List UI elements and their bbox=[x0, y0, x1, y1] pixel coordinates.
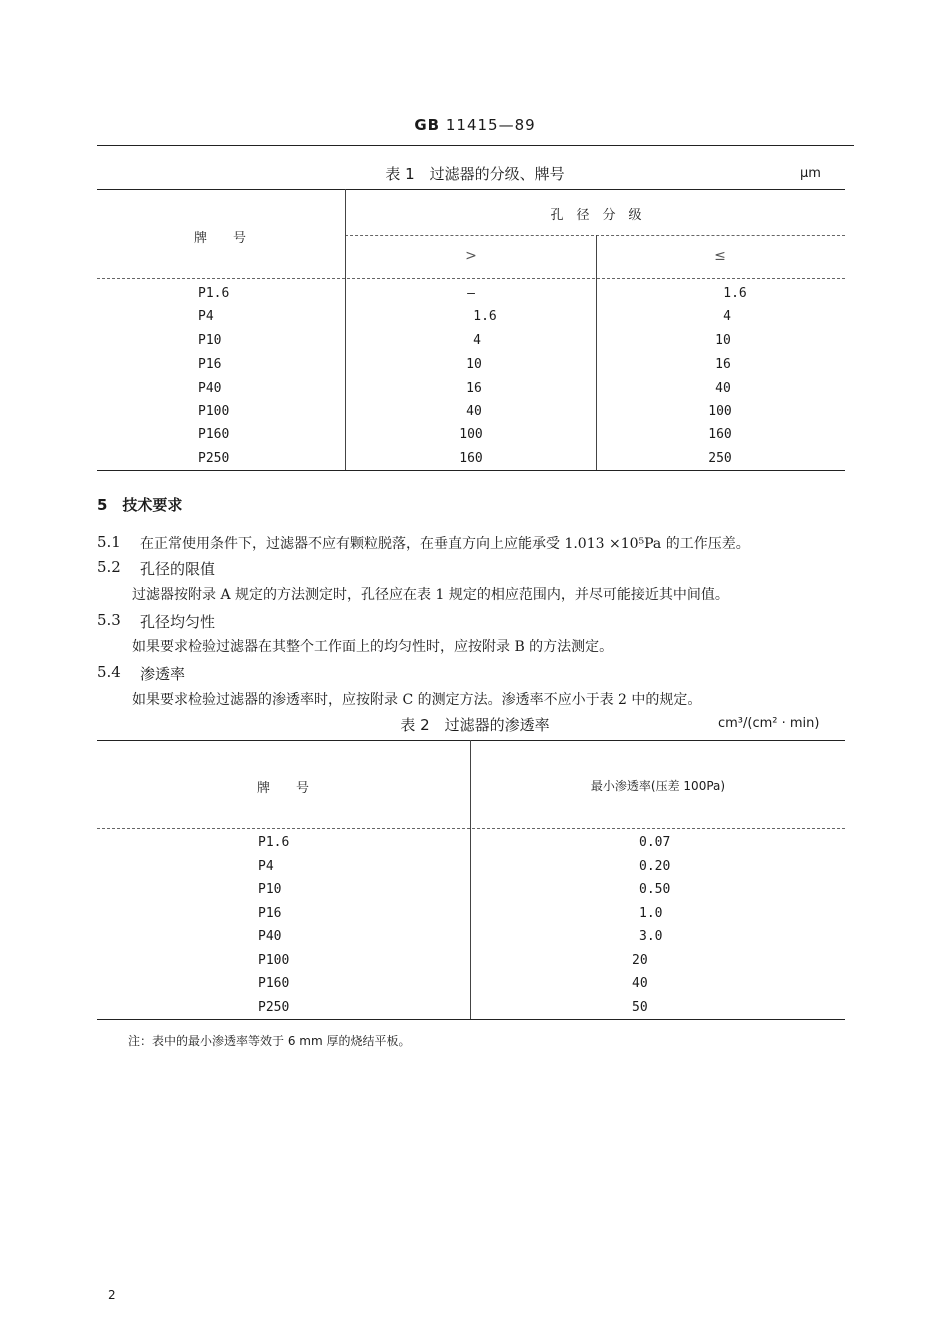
clause-5-2-title: 孔径的限值 bbox=[140, 560, 216, 578]
table2-caption: 表 2 过滤器的渗透率 bbox=[400, 716, 550, 734]
table1-cell-brand: P4 bbox=[198, 309, 214, 324]
table1-cell-gt: 40 bbox=[466, 404, 482, 419]
table1-cell-brand: P100 bbox=[198, 404, 230, 419]
table2-header-rule bbox=[97, 828, 845, 829]
clause-5-1-number: 5.1 bbox=[97, 533, 121, 551]
table2-cell-perm: 0.50 bbox=[639, 882, 671, 897]
table2-cell-brand: P4 bbox=[258, 859, 274, 874]
table1-cell-brand: P1.6 bbox=[198, 286, 230, 301]
header-rule bbox=[97, 145, 854, 146]
table1-divider-2 bbox=[596, 235, 597, 470]
table2-bottom-rule bbox=[97, 1019, 845, 1020]
clause-5-2-number: 5.2 bbox=[97, 558, 121, 576]
table1-header-brand: 牌 号 bbox=[193, 231, 247, 246]
clause-5-2-text: 过滤器按附录 A 规定的方法测定时，孔径应在表 1 规定的相应范围内，并尽可能接近其中间值。 bbox=[132, 587, 729, 603]
table1-cell-le: 250 bbox=[708, 451, 732, 466]
table1-cell-brand: P16 bbox=[198, 357, 222, 372]
table1-cell-le: 4 bbox=[723, 309, 731, 324]
section5-title: 5 技术要求 bbox=[97, 496, 183, 514]
clause-5-3-title: 孔径均匀性 bbox=[140, 613, 216, 631]
page-number: 2 bbox=[108, 1288, 116, 1302]
table1-cell-gt: 160 bbox=[459, 451, 483, 466]
table2-cell-brand: P250 bbox=[258, 1000, 290, 1015]
table1-cell-brand: P250 bbox=[198, 451, 230, 466]
table1-header-pore-grade: 孔 径 分 级 bbox=[550, 208, 642, 223]
table1-cell-gt: 16 bbox=[466, 381, 482, 396]
table2-cell-brand: P40 bbox=[258, 929, 282, 944]
table1-cell-gt: 10 bbox=[466, 357, 482, 372]
table2-cell-perm: 3.0 bbox=[639, 929, 663, 944]
table2-cell-brand: P10 bbox=[258, 882, 282, 897]
table1-cell-le: 100 bbox=[708, 404, 732, 419]
clause-5-3-number: 5.3 bbox=[97, 611, 121, 629]
table1-cell-le: 1.6 bbox=[723, 286, 747, 301]
table2-note: 注：表中的最小渗透率等效于 6 mm 厚的烧结平板。 bbox=[128, 1034, 411, 1048]
table2-cell-perm: 50 bbox=[632, 1000, 648, 1015]
table1-cell-brand: P40 bbox=[198, 381, 222, 396]
table2-cell-perm: 40 bbox=[632, 976, 648, 991]
table2-cell-brand: P1.6 bbox=[258, 835, 290, 850]
table2-divider bbox=[470, 740, 471, 1019]
table1-cell-le: 10 bbox=[715, 333, 731, 348]
table1-cell-le: 40 bbox=[715, 381, 731, 396]
table2-unit: cm³/(cm² · min) bbox=[718, 716, 820, 731]
clause-5-4-title: 渗透率 bbox=[140, 665, 186, 683]
table2-header-permeability: 最小渗透率(压差 100Pa) bbox=[590, 779, 726, 793]
table1-top-rule bbox=[97, 189, 845, 190]
table1-cell-brand: P160 bbox=[198, 427, 230, 442]
standard-number: 11415—89 bbox=[445, 116, 536, 134]
table1-cell-le: 16 bbox=[715, 357, 731, 372]
table2-cell-perm: 0.20 bbox=[639, 859, 671, 874]
table2-cell-perm: 20 bbox=[632, 953, 648, 968]
table1-header-rule bbox=[97, 278, 845, 279]
table1-bottom-rule bbox=[97, 470, 845, 471]
table1-cell-gt: – bbox=[467, 286, 475, 301]
table1-header-gt: > bbox=[465, 248, 477, 264]
table1-divider-1 bbox=[345, 189, 346, 470]
table2-cell-brand: P16 bbox=[258, 906, 282, 921]
table1-cell-brand: P10 bbox=[198, 333, 222, 348]
table1-unit: μm bbox=[800, 166, 821, 181]
clause-5-4-text: 如果要求检验过滤器的渗透率时，应按附录 C 的测定方法。渗透率不应小于表 2 中的规定。 bbox=[132, 692, 702, 708]
table1-cell-gt: 1.6 bbox=[473, 309, 497, 324]
clause-5-3-text: 如果要求检验过滤器在其整个工作面上的均匀性时，应按附录 B 的方法测定。 bbox=[132, 639, 614, 655]
clause-5-1-text: 在正常使用条件下，过滤器不应有颗粒脱落，在垂直方向上应能承受 1.013 ×10⁵Pa 的工作压差。 bbox=[140, 536, 750, 552]
table1-cell-le: 160 bbox=[708, 427, 732, 442]
clause-5-4-number: 5.4 bbox=[97, 663, 121, 681]
table2-cell-perm: 0.07 bbox=[639, 835, 671, 850]
table1-cell-gt: 4 bbox=[473, 333, 481, 348]
standard-code: GB bbox=[414, 116, 441, 134]
table1-header-le: ≤ bbox=[714, 248, 726, 264]
table2-top-rule bbox=[97, 740, 845, 741]
table2-header-brand: 牌 号 bbox=[256, 781, 310, 796]
table1-caption: 表 1 过滤器的分级、牌号 bbox=[385, 165, 565, 183]
table1-cell-gt: 100 bbox=[459, 427, 483, 442]
table1-subheader-rule bbox=[345, 235, 845, 236]
table2-cell-brand: P160 bbox=[258, 976, 290, 991]
document-header bbox=[0, 116, 950, 134]
table2-cell-perm: 1.0 bbox=[639, 906, 663, 921]
table2-cell-brand: P100 bbox=[258, 953, 290, 968]
